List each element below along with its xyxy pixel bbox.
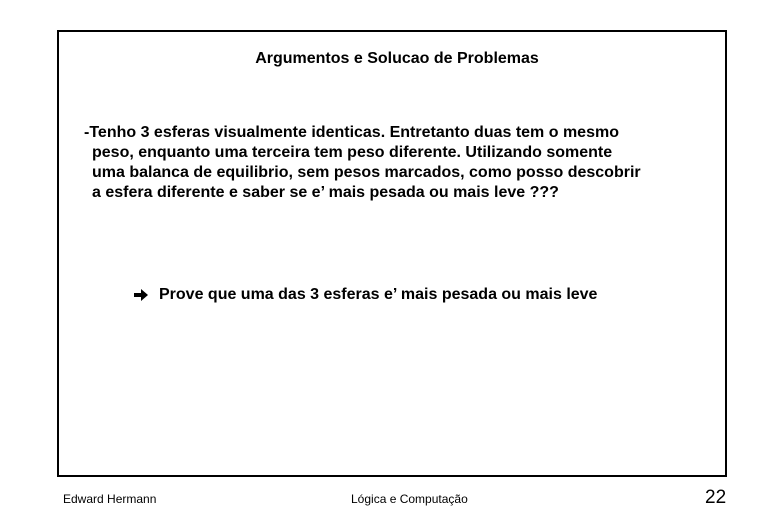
problem-line: uma balanca de equilibrio, sem pesos marcados, como posso descobrir bbox=[92, 164, 641, 181]
slide-frame bbox=[57, 30, 727, 477]
problem-line: -Tenho 3 esferas visualmente identicas. Entretanto duas tem o mesmo bbox=[84, 124, 619, 141]
footer-course: Lógica e Computação bbox=[351, 492, 468, 506]
prove-statement bbox=[133, 286, 597, 304]
slide-title: Argumentos e Solucao de Problemas bbox=[255, 50, 539, 67]
problem-statement bbox=[84, 123, 724, 203]
footer-author: Edward Hermann bbox=[63, 492, 157, 506]
arrow-right-icon bbox=[133, 288, 149, 302]
page-number: 22 bbox=[705, 487, 727, 508]
problem-line: a esfera diferente e saber se e’ mais pesada ou mais leve ??? bbox=[92, 184, 559, 201]
problem-line: peso, enquanto uma terceira tem peso diferente. Utilizando somente bbox=[92, 144, 613, 161]
prove-text: Prove que uma das 3 esferas e’ mais pesada ou mais leve bbox=[159, 286, 598, 303]
